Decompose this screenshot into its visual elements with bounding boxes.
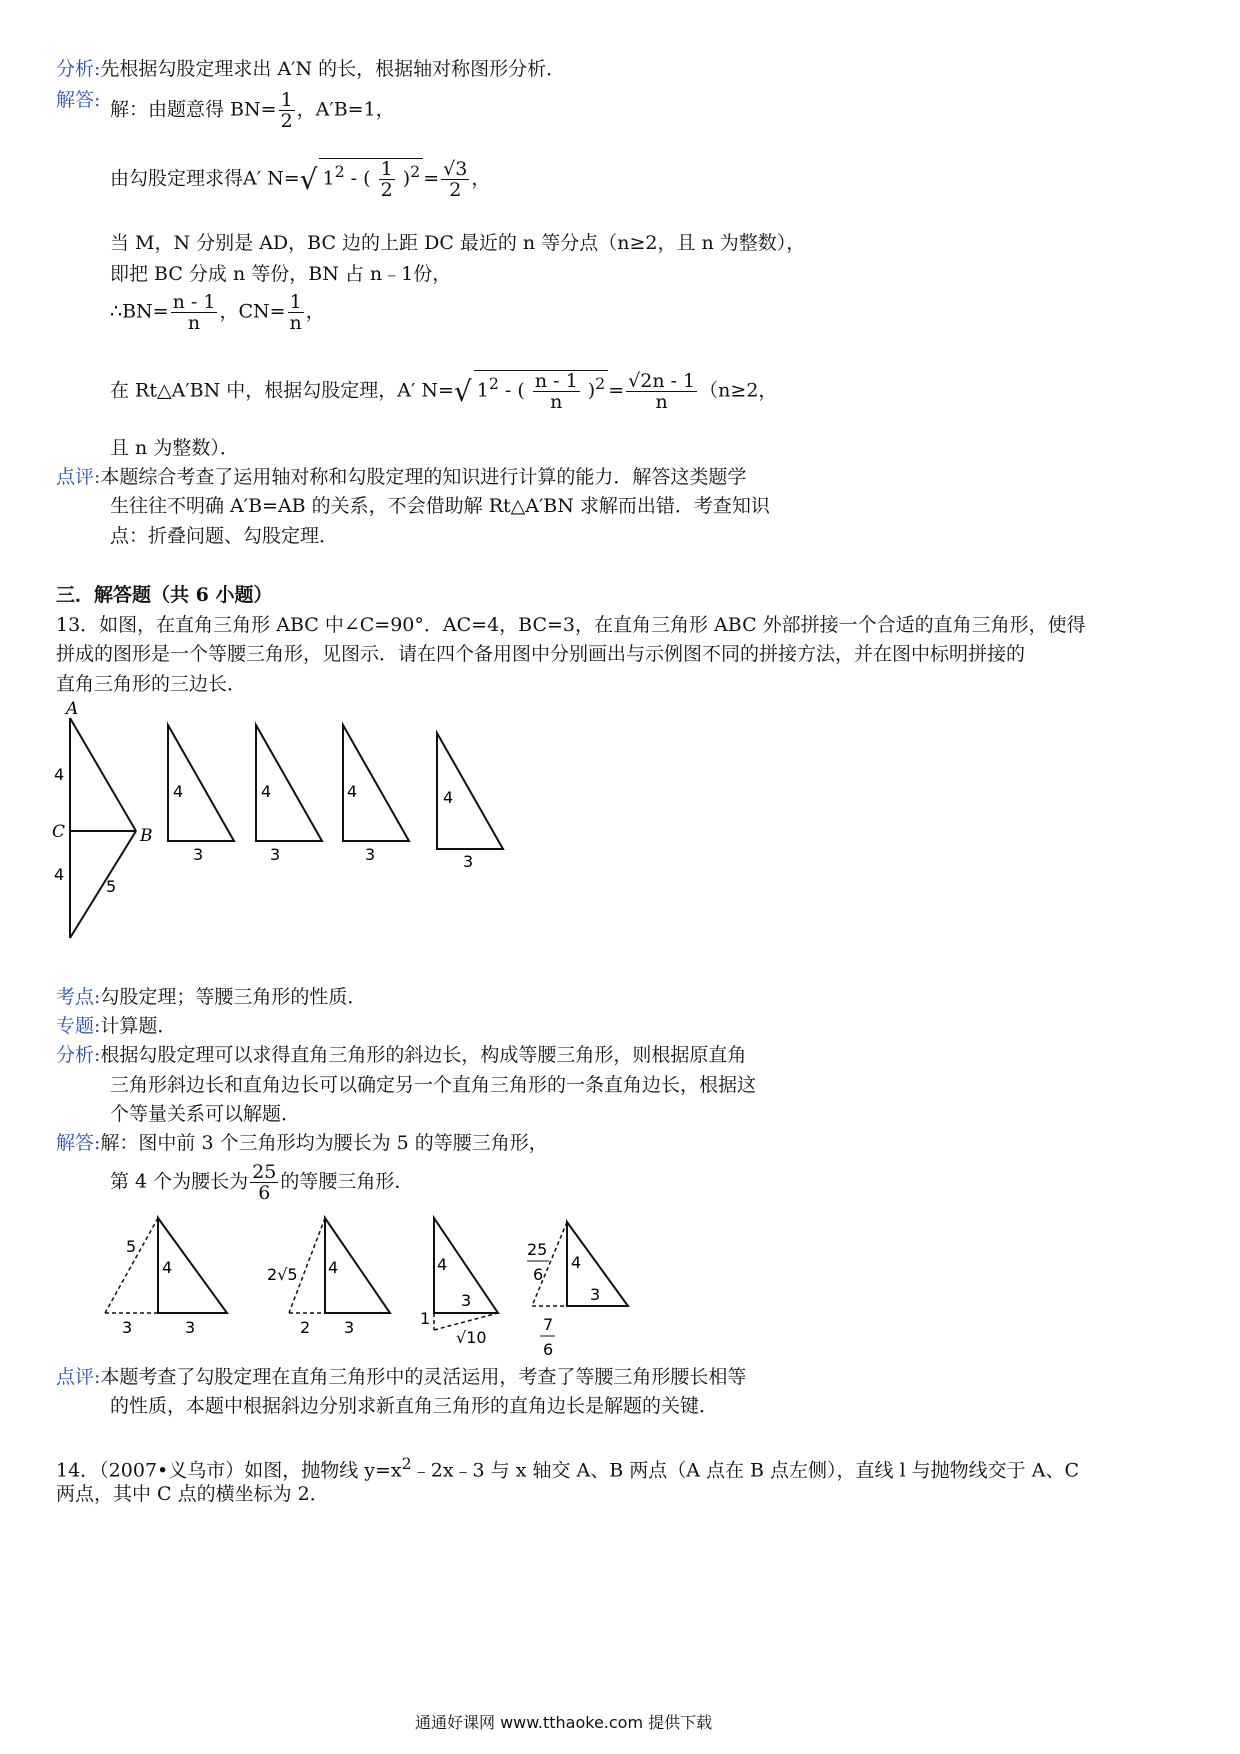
dianping-l1: 本题考查了勾股定理在直角三角形中的灵活运用，考查了等腰三角形腰长相等 [100,1366,747,1388]
rad2-minus: - ( [498,379,531,402]
label-side-bottom: 4 [54,865,65,884]
s1-side: 4 [162,1258,173,1277]
result-frac [441,159,469,200]
kaodian-label: 考点: [56,986,101,1008]
q13-figure [0,700,1240,960]
answer-line-4: 即把 BC 分成 n 等份，BN 占 n﹣1份， [110,263,452,285]
s3-rad-value: 10 [466,1328,487,1347]
answer-line-5 [110,292,325,333]
label-side-top: 4 [54,765,65,784]
jieda-l2-pre: 第 4 个为腰长为 [110,1170,249,1193]
res-num: √3 [443,158,468,180]
answer-l1-pre: 解：由题意得 BN= [110,98,277,121]
eq-sign-2: = [608,379,625,402]
jieda-row [56,1131,548,1155]
q14-sup: 2 [401,1454,412,1473]
fenxi-label: 分析: [56,1044,101,1066]
example-triangle-figure [70,718,136,938]
comment-l2: 生往往不明确 A′B=AB 的关系，不会借助解 Rt△A′BN 求解而出错．考查知识 [110,495,770,517]
t3-side: 4 [347,782,358,801]
l5-mid: ，CN= [219,300,286,323]
leg-frac [250,1162,278,1203]
q14-l1-post: ﹣2x﹣3 与 x 轴交 A、B 两点（A 点在 B 点左侧），直线 l 与抛物线交于 A、C [411,1459,1079,1482]
fenxi-row [56,1043,746,1067]
answer-line-7: 且 n 为整数）． [110,437,239,459]
answer-l1-post: ，A′B=1， [296,98,395,121]
answer-line-6 [110,370,777,412]
fraction-half [279,90,295,131]
jieda-label: 解答: [56,1132,101,1154]
rad-a: 1 [322,167,335,190]
s4-left-num: 7 [543,1315,554,1334]
rad2-a: 1 [476,379,489,402]
s3-sqrt-icon: √ [456,1328,467,1347]
l2-end: ， [471,167,491,190]
kaodian-text: 勾股定理；等腰三角形的性质． [100,986,367,1008]
t3-base: 3 [365,845,376,864]
analysis-label: 分析: [56,58,101,80]
cn-frac [288,292,304,333]
kaodian-row [56,985,366,1009]
rad-frac-den: 2 [380,179,393,201]
comment-l3: 点：折叠问题、勾股定理． [110,525,339,547]
dianping-l2: 的性质，本题中根据斜边分别求新直角三角形的直角边长是解题的关键． [110,1395,719,1417]
answer-l2-pre: 由勾股定理求得A′ N= [110,167,300,190]
radicand-2 [474,370,608,412]
rad-frac [379,159,395,200]
l5-pre: ∴BN= [110,300,169,323]
q13-stem-l3: 直角三角形的三边长． [56,673,247,695]
sqrt-icon: √ [299,163,318,196]
bn-frac [171,292,218,333]
s4-base: 3 [590,1285,601,1304]
s2-side: 4 [328,1258,339,1277]
dianping-label: 点评: [56,1366,101,1388]
rad-exp: 2 [334,162,345,182]
rad2-frac [533,371,580,412]
dianping-row [56,1365,746,1389]
analysis-text: 先根据勾股定理求出 A′N 的长，根据轴对称图形分析． [100,58,566,80]
leg-num: 25 [252,1161,277,1183]
zhuanti-label: 专题: [56,1015,101,1037]
bn-den: n [187,312,201,334]
res2-num: √2n - 1 [628,370,696,392]
s4-side: 4 [571,1253,582,1272]
t4-base: 3 [463,852,474,871]
s1-dash: 5 [126,1237,137,1256]
s3-side: 4 [437,1255,448,1274]
cn-den: n [289,312,302,334]
rad-exp2: 2 [410,162,421,182]
s1-base-right: 3 [185,1318,196,1337]
l6-pre: 在 Rt△A′BN 中，根据勾股定理，A′ N= [110,379,454,402]
q13-solution-figure [0,1210,1240,1360]
label-hyp: 5 [106,877,117,896]
l5-end: ， [305,300,325,323]
q14-l1-pre: 14．（2007•义乌市）如图，抛物线 y=x [56,1459,402,1482]
leg-den: 6 [258,1182,271,1204]
label-a: A [66,699,79,719]
result-frac-2 [626,371,697,412]
jieda-l1: 解：图中前 3 个三角形均为腰长为 5 的等腰三角形， [100,1132,548,1154]
rad-minus: - ( [344,167,377,190]
res2-den: n [655,391,668,413]
s3-small: 1 [420,1309,431,1328]
s3-rad [456,1328,487,1347]
answer-label: 解答: [56,89,101,111]
rad-frac-num: 1 [380,158,393,180]
rad2-exp: 2 [488,374,499,394]
q14-l2: 两点，其中 C 点的横坐标为 2． [56,1483,329,1505]
rad2-exp2: 2 [595,374,606,394]
rad2-frac-num: n - 1 [534,370,578,392]
rad2-close: ) [581,379,596,402]
cn-num: 1 [288,292,304,313]
frac-den: 2 [280,110,293,132]
s3-base: 3 [461,1291,472,1310]
zhuanti-text: 计算题． [100,1015,177,1037]
t1-base: 3 [193,845,204,864]
answer-line-3: 当 M，N 分别是 AD，BC 边的上距 DC 最近的 n 等分点（n≥2，且 n 为整数）， [110,232,806,254]
solution-2 [289,1218,390,1313]
solution-3 [434,1218,498,1330]
page-footer: 通通好课网 www.tthaoke.com 提供下载 [415,1713,713,1732]
zhuanti-row [56,1014,176,1038]
s2-base-right: 3 [344,1318,355,1337]
s4-dash-den: 6 [533,1265,544,1284]
answer-line-2 [110,158,490,200]
comment-label: 点评: [56,466,101,488]
sqrt-icon-2: √ [453,375,472,408]
s2-dash [267,1265,298,1284]
q14-l1 [56,1452,1079,1482]
line-ab [70,718,136,831]
s2-base-left: 2 [300,1318,311,1337]
t2-base: 3 [270,845,281,864]
t2-side: 4 [261,782,272,801]
fenxi-l1: 根据勾股定理可以求得直角三角形的斜边长，构成等腰三角形，则根据原直角 [100,1044,747,1066]
s1-base-left: 3 [122,1318,133,1337]
answer-line-1 [110,90,395,131]
fenxi-l3: 个等量关系可以解题． [110,1103,301,1125]
q13-stem-l2: 拼成的图形是一个等腰三角形，见图示．请在四个备用图中分别画出与示例图不同的拼接方法，并在图中标明拼接的 [56,643,1026,665]
res-den: 2 [449,179,462,201]
comment-l1: 本题综合考查了运用轴对称和勾股定理的知识进行计算的能力．解答这类题学 [100,466,747,488]
t1-side: 4 [173,782,184,801]
s2-sqrt-icon: √ [277,1265,288,1284]
label-b: B [140,826,153,846]
q13-stem-l1: 13．如图，在直角三角形 ABC 中∠C=90°．AC=4，BC=3，在直角三角形 ABC 外部拼接一个合适的直角三角形，使得 [56,614,1086,636]
section-title: 三．解答题（共 6 小题） [56,584,273,606]
rad2-frac-den: n [550,391,563,413]
line-b-bottom [70,831,136,938]
label-c: C [52,822,66,842]
bn-num: n - 1 [172,291,216,313]
fenxi-l2: 三角形斜边长和直角边长可以确定另一个直角三角形的一条直角边长，根据这 [110,1074,757,1096]
comment-row-1 [56,465,746,489]
eq-sign: = [423,167,440,190]
s4-dash-num: 25 [527,1240,548,1259]
s2-dash-rad: 5 [287,1265,298,1284]
t4-side: 4 [443,788,454,807]
rad-close: ) [396,167,411,190]
analysis-row [56,57,565,81]
l6-end: （n≥2， [699,379,778,402]
frac-num: 1 [280,89,293,111]
s4-left-den: 6 [543,1340,554,1359]
radicand-1 [319,158,423,200]
s2-dash-coef: 2 [267,1265,278,1284]
jieda-l2 [110,1162,413,1203]
jieda-l2-post: 的等腰三角形． [280,1170,414,1193]
